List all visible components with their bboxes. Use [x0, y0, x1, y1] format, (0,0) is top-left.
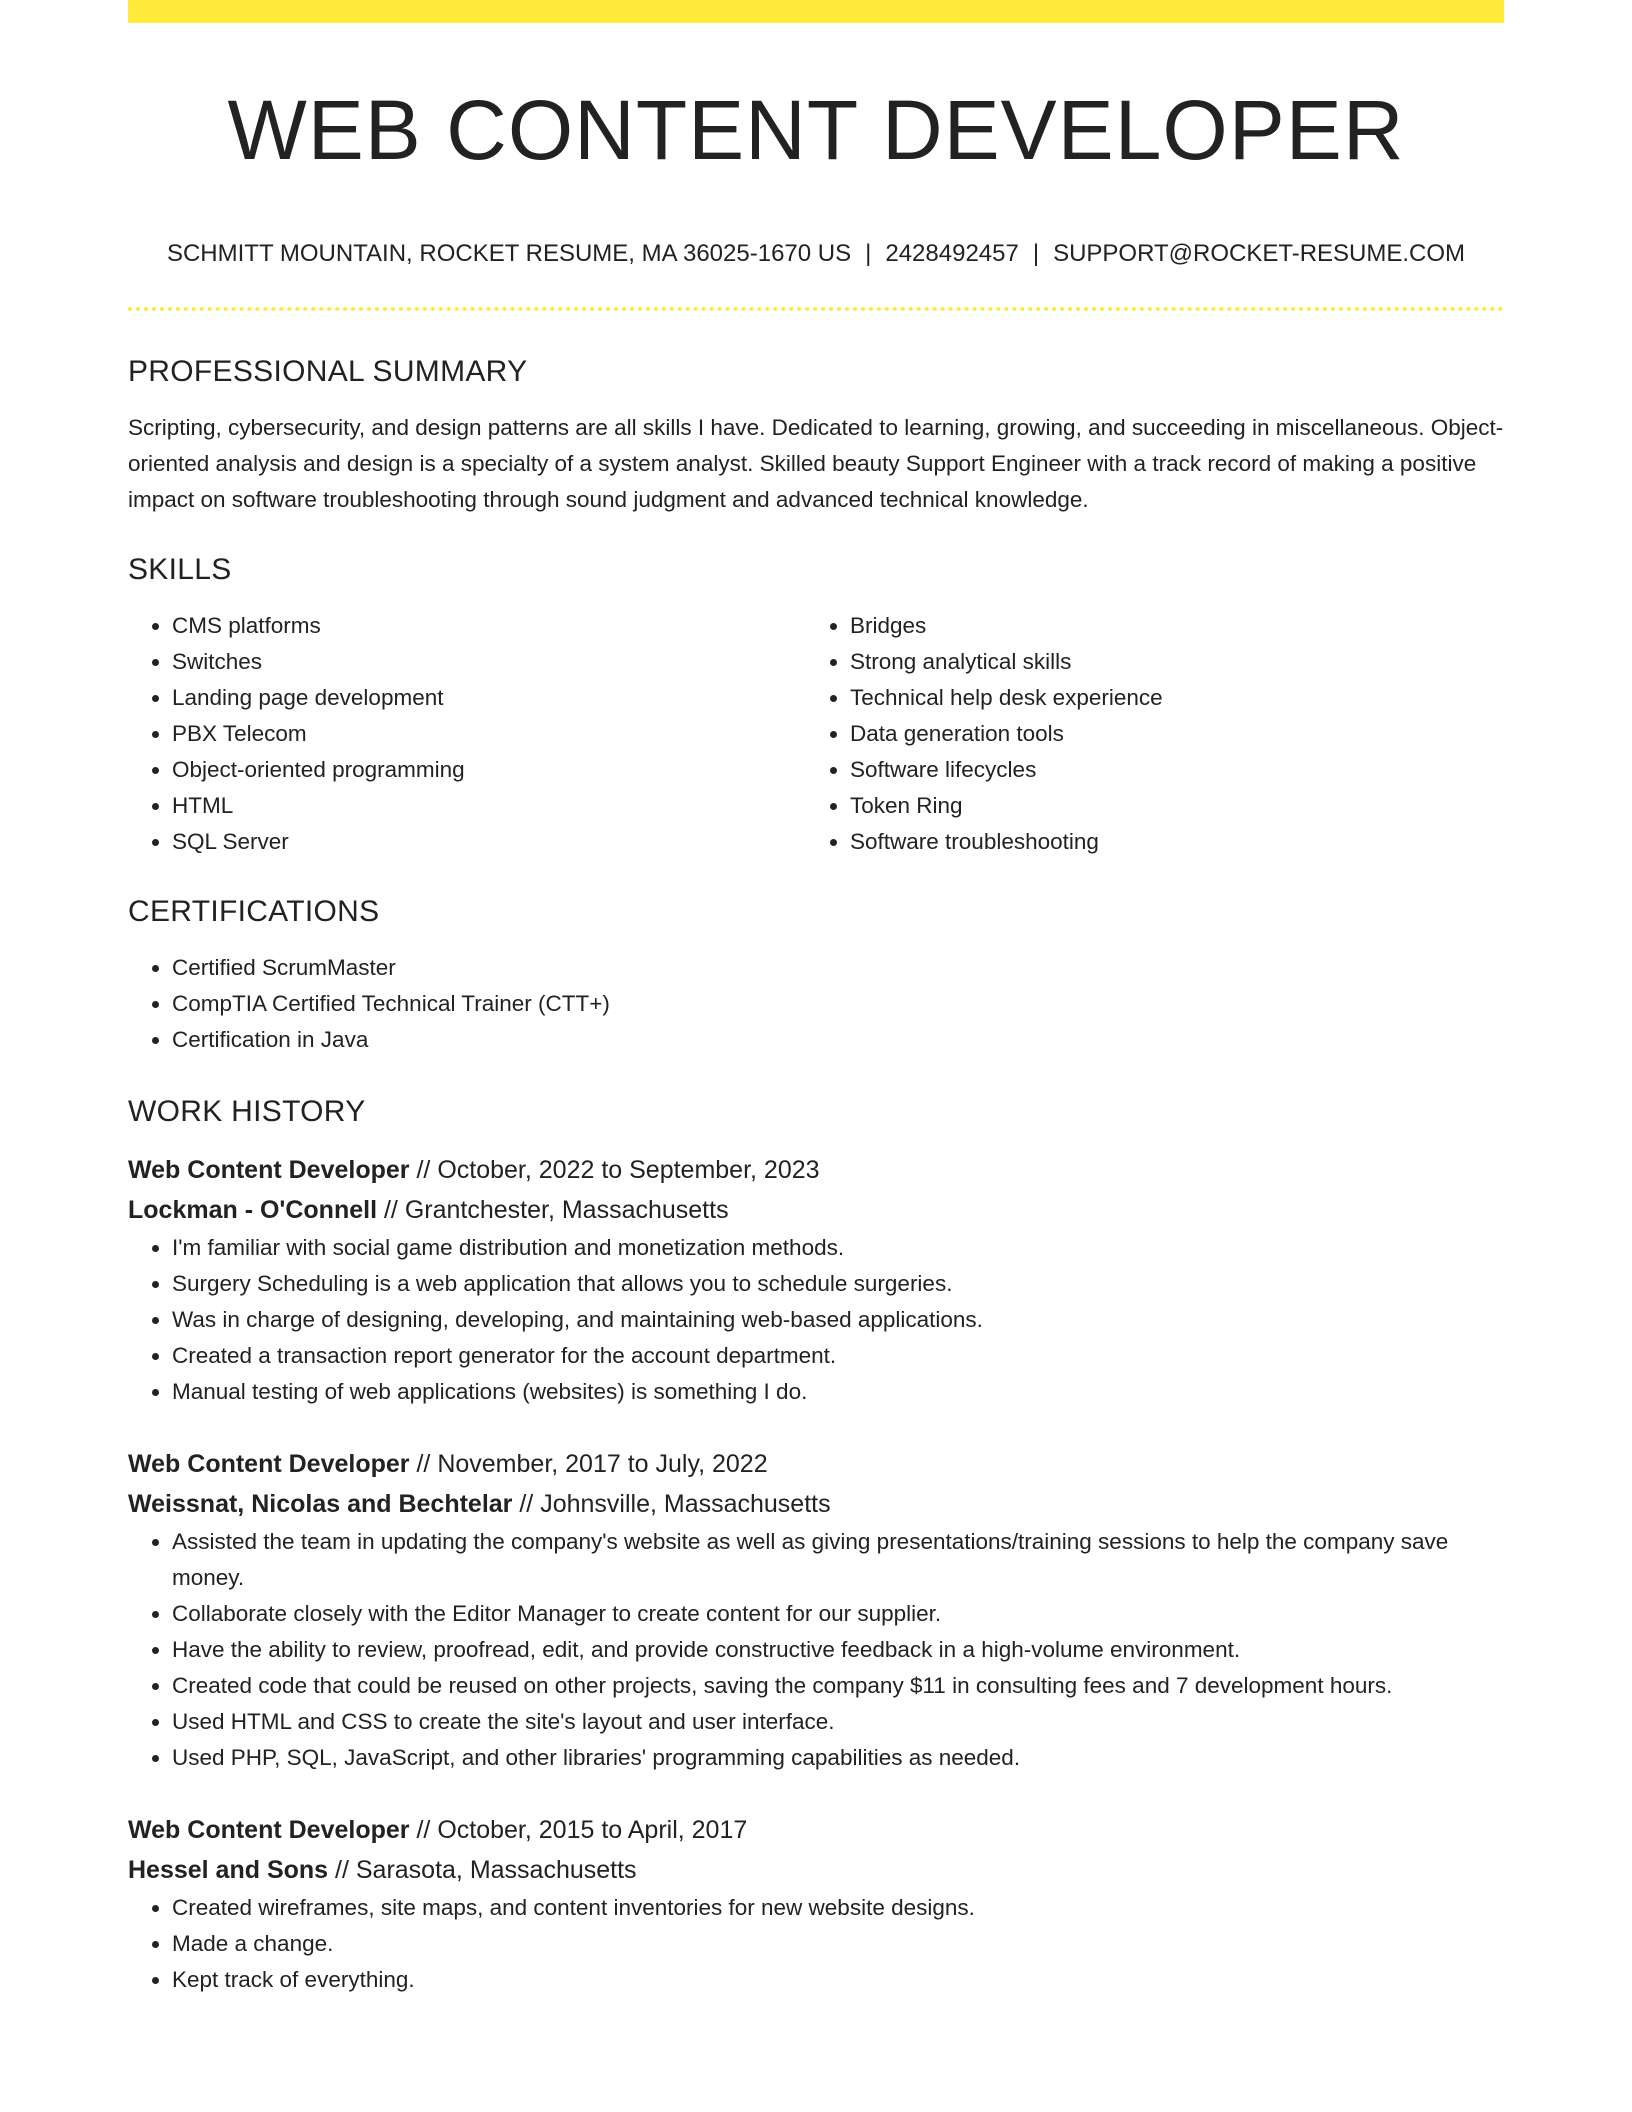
section-title-skills: SKILLS [128, 553, 232, 586]
job-bullet: • Created a transaction report generator for the account department. [172, 1338, 1504, 1374]
resume-title: WEB CONTENT DEVELOPER [227, 83, 1405, 177]
job-bullet: • Manual testing of web applications (websites) is something I do. [172, 1374, 1504, 1410]
job-bullet: • Collaborate closely with the Editor Manager to create content for our supplier. [172, 1596, 1504, 1632]
skill-item: • Bridges [850, 608, 1484, 644]
job-bullet: • Used HTML and CSS to create the site's layout and user interface. [172, 1704, 1504, 1740]
job-bullets [128, 1890, 1504, 1998]
section-title-work-history: WORK HISTORY [128, 1095, 366, 1128]
contact-address: SCHMITT MOUNTAIN, ROCKET RESUME, MA 36025-1670 US [166, 240, 852, 267]
skill-item: • HTML [172, 788, 806, 824]
job-company: Weissnat, Nicolas and Bechtelar [128, 1490, 513, 1518]
contact-separator: | [1032, 240, 1040, 267]
job-entry [128, 1444, 1504, 1776]
work-history-section [128, 1092, 1504, 1998]
certification-item: • CompTIA Certified Technical Trainer (CTT+) [172, 986, 1504, 1022]
skill-item: • SQL Server [172, 824, 806, 860]
skill-item: • Object-oriented programming [172, 752, 806, 788]
section-title-summary: PROFESSIONAL SUMMARY [128, 355, 528, 388]
summary-section [128, 352, 1504, 518]
resume-page [128, 0, 1504, 2112]
job-dates: // October, 2022 to September, 2023 [416, 1156, 820, 1184]
skill-item: • Switches [172, 644, 806, 680]
job-location: // Johnsville, Massachusetts [519, 1490, 831, 1518]
job-company-line [128, 1190, 1504, 1230]
accent-bar [128, 0, 1504, 23]
job-bullet: • Made a change. [172, 1926, 1504, 1962]
skills-list-right [806, 608, 1484, 860]
job-bullet: • Created code that could be reused on other projects, saving the company $11 in consulting fees and 7 development hours. [172, 1668, 1504, 1704]
job-bullets [128, 1524, 1504, 1776]
skill-item: • Technical help desk experience [850, 680, 1484, 716]
job-location: // Sarasota, Massachusetts [335, 1856, 637, 1884]
skills-grid [128, 608, 1504, 860]
job-bullet: • Was in charge of designing, developing, and maintaining web-based applications. [172, 1302, 1504, 1338]
section-title-certifications: CERTIFICATIONS [128, 895, 380, 928]
certification-item: • Certification in Java [172, 1022, 1504, 1058]
skill-item: • Data generation tools [850, 716, 1484, 752]
job-bullet: • Kept track of everything. [172, 1962, 1504, 1998]
contact-separator: | [865, 240, 872, 267]
skill-item: • Token Ring [850, 788, 1484, 824]
skill-item: • CMS platforms [172, 608, 806, 644]
skills-column-right [806, 608, 1484, 860]
skill-item: • PBX Telecom [172, 716, 806, 752]
contact-email: SUPPORT@ROCKET-RESUME.COM [1053, 240, 1466, 267]
job-role: Web Content Developer [128, 1156, 410, 1184]
job-bullet: • Used PHP, SQL, JavaScript, and other libraries' programming capabilities as needed. [172, 1740, 1504, 1776]
job-entry [128, 1150, 1504, 1410]
job-company: Hessel and Sons [128, 1856, 329, 1884]
job-role-line [128, 1444, 1504, 1484]
skill-item: • Software troubleshooting [850, 824, 1484, 860]
job-bullet: • Created wireframes, site maps, and content inventories for new website designs. [172, 1890, 1504, 1926]
skill-item: • Landing page development [172, 680, 806, 716]
skills-column-left [128, 608, 806, 860]
job-company: Lockman - O'Connell [128, 1196, 378, 1224]
job-bullet: • Assisted the team in updating the company's website as well as giving presentations/training sessions to help the company save money. [172, 1524, 1504, 1596]
job-bullet: • Surgery Scheduling is a web application that allows you to schedule surgeries. [172, 1266, 1504, 1302]
job-location: // Grantchester, Massachusetts [383, 1196, 729, 1224]
certification-item: • Certified ScrumMaster [172, 950, 1504, 986]
resume-body [128, 352, 1504, 2032]
job-company-line [128, 1484, 1504, 1524]
job-bullet: • I'm familiar with social game distribution and monetization methods. [172, 1230, 1504, 1266]
contact-phone: 2428492457 [885, 240, 1019, 267]
certifications-list [128, 950, 1504, 1058]
job-company-line [128, 1850, 1504, 1890]
job-bullets [128, 1230, 1504, 1410]
job-dates: // October, 2015 to April, 2017 [416, 1816, 748, 1844]
contact-line [128, 236, 1504, 272]
header-divider [128, 307, 1504, 311]
job-dates: // November, 2017 to July, 2022 [416, 1450, 768, 1478]
job-bullet: • Have the ability to review, proofread, edit, and provide constructive feedback in a high-volume environment. [172, 1632, 1504, 1668]
summary-text: Scripting, cybersecurity, and design patterns are all skills I have. Dedicated to learning, growing, and succeeding in miscellaneous. Object-oriented analysis and design is a specialty of a system analyst. Skilled beauty Support Engineer with a track record of making a positive impact on software troubleshooting through sound judgment and advanced technical knowledge. [128, 415, 1504, 512]
skill-item: • Software lifecycles [850, 752, 1484, 788]
certifications-section [128, 892, 1504, 1058]
job-entry [128, 1810, 1504, 1998]
job-role-line [128, 1150, 1504, 1190]
skills-section [128, 550, 1504, 860]
skill-item: • Strong analytical skills [850, 644, 1484, 680]
job-role-line [128, 1810, 1504, 1850]
job-role: Web Content Developer [128, 1816, 410, 1844]
skills-list-left [128, 608, 806, 860]
job-role: Web Content Developer [128, 1450, 410, 1478]
